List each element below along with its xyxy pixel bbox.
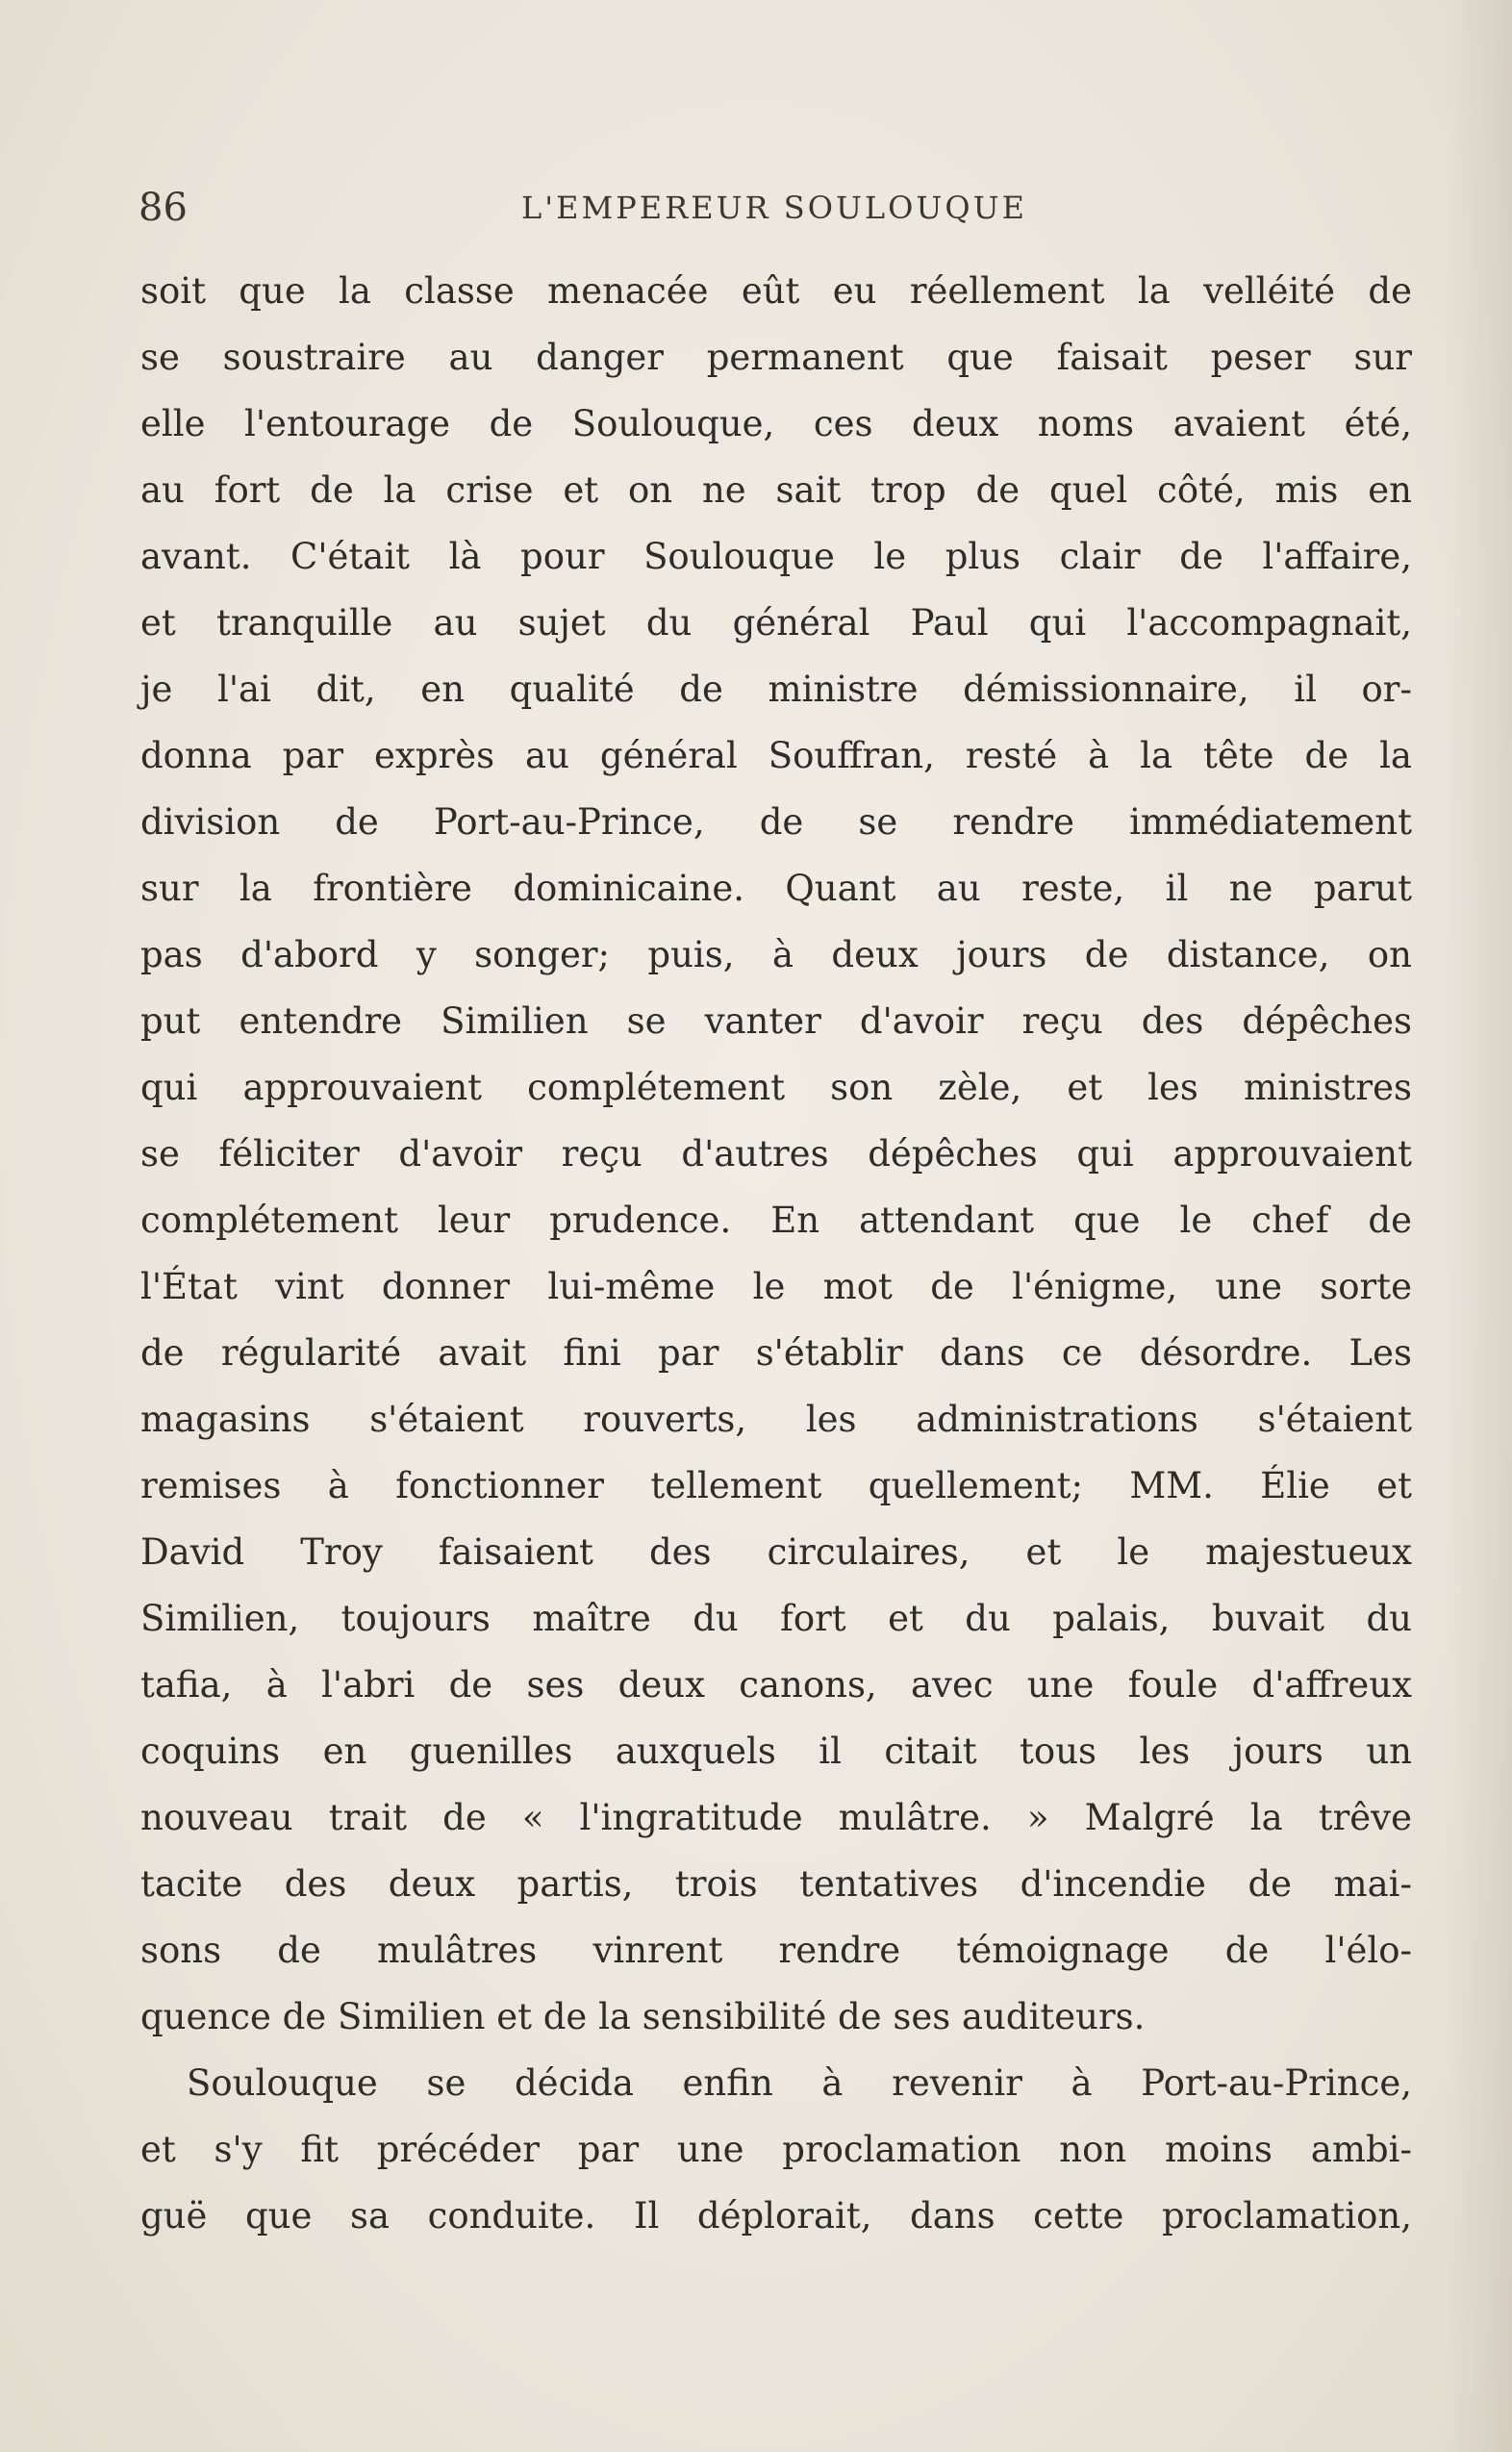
text-line: et s'y fit précéder par une proclamation non moins ambi- — [140, 2129, 1412, 2170]
paragraph-1 — [140, 258, 1412, 2050]
text-line: Soulouque se décida enfin à revenir à Port-au-Prince, — [187, 2062, 1412, 2104]
body-text — [140, 258, 1412, 2249]
running-title: L'EMPEREUR SOULOUQUE — [521, 190, 1027, 226]
text-line: coquins en guenilles auxquels il citait tous les jours un — [140, 1731, 1412, 1772]
text-line: David Troy faisaient des circulaires, et le majestueux — [140, 1531, 1412, 1573]
text-line: tafia, à l'abri de ses deux canons, avec une foule d'affreux — [140, 1664, 1412, 1706]
text-line: nouveau trait de « l'ingratitude mulâtre. » Malgré la trêve — [140, 1797, 1412, 1838]
text-line: put entendre Similien se vanter d'avoir reçu des dépêches — [140, 1000, 1412, 1042]
text-line: au fort de la crise et on ne sait trop de quel côté, mis en — [140, 469, 1412, 511]
text-line: sur la frontière dominicaine. Quant au reste, il ne parut — [140, 868, 1412, 909]
text-line: soit que la classe menacée eût eu réellement la velléité de — [140, 270, 1412, 312]
page-header — [135, 179, 1414, 237]
page-edge-shadow — [1445, 0, 1512, 2452]
text-line: qui approuvaient complétement son zèle, et les ministres — [140, 1067, 1412, 1108]
text-line: guë que sa conduite. Il déplorait, dans cette proclamation, — [140, 2195, 1412, 2237]
text-line: se féliciter d'avoir reçu d'autres dépêches qui approuvaient — [140, 1133, 1412, 1175]
text-line: division de Port-au-Prince, de se rendre immédiatement — [140, 801, 1412, 843]
text-line: se soustraire au danger permanent que faisait peser sur — [140, 337, 1412, 378]
text-line: quence de Similien et de la sensibilité de ses auditeurs. — [140, 1996, 1146, 2037]
text-line: donna par exprès au général Souffran, resté à la tête de la — [140, 735, 1412, 776]
page-number: 86 — [139, 186, 188, 230]
text-line: magasins s'étaient rouverts, les administrations s'étaient — [140, 1399, 1412, 1440]
paragraph-2 — [140, 2050, 1412, 2249]
text-line: avant. C'était là pour Soulouque le plus clair de l'affaire, — [140, 536, 1412, 577]
text-line: tacite des deux partis, trois tentatives d'incendie de mai- — [140, 1863, 1412, 1905]
text-line: elle l'entourage de Soulouque, ces deux noms avaient été, — [140, 403, 1412, 444]
text-line: je l'ai dit, en qualité de ministre démissionnaire, il or- — [140, 669, 1412, 710]
text-line: de régularité avait fini par s'établir dans ce désordre. Les — [140, 1332, 1412, 1374]
text-line: pas d'abord y songer; puis, à deux jours de distance, on — [140, 934, 1412, 975]
text-line: l'État vint donner lui-même le mot de l'énigme, une sorte — [140, 1266, 1412, 1307]
text-line: sons de mulâtres vinrent rendre témoignage de l'élo- — [140, 1930, 1412, 1971]
text-line: et tranquille au sujet du général Paul qui l'accompagnait, — [140, 602, 1412, 644]
text-line: complétement leur prudence. En attendant que le chef de — [140, 1200, 1412, 1241]
text-line: Similien, toujours maître du fort et du palais, buvait du — [140, 1598, 1412, 1639]
text-line: remises à fonctionner tellement quellement; MM. Élie et — [140, 1465, 1412, 1506]
